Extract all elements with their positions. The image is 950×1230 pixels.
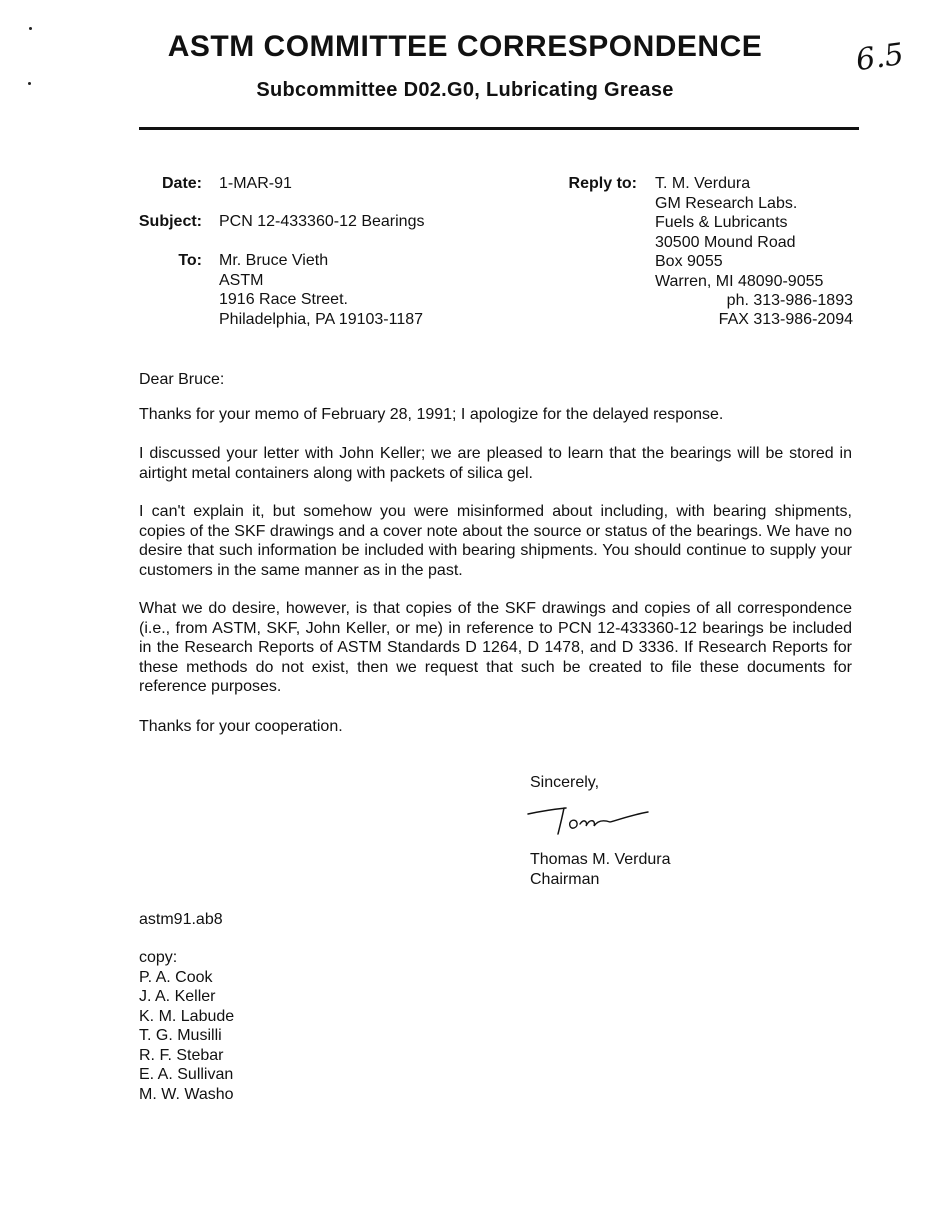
paragraph-1: Thanks for your memo of February 28, 1991; I apologize for the delayed response. — [139, 406, 724, 423]
document-subtitle: Subcommittee D02.G0, Lubricating Grease — [256, 79, 674, 101]
to-line: 1916 Race Street. — [219, 291, 348, 308]
reply-line: T. M. Verdura — [655, 175, 751, 192]
to-line: ASTM — [219, 271, 264, 289]
file-reference: astm91.ab8 — [139, 911, 223, 928]
to-line: Mr. Bruce Vieth — [219, 252, 329, 269]
reply-line: Box 9055 — [655, 253, 723, 270]
salutation: Dear Bruce: — [139, 371, 225, 388]
copy-recipient: K. M. Labude — [139, 1007, 235, 1025]
scan-speck — [28, 82, 31, 85]
to-line: Philadelphia, PA 19103-1187 — [219, 310, 424, 328]
copy-recipient: M. W. Washo — [139, 1085, 234, 1103]
reply-to-address — [655, 174, 823, 291]
paragraph-4: What we do desire, however, is that copies of the SKF drawings and copies of all correspondence (i.e., from ASTM, SKF, John Keller, or me) in reference to PCN 12-433360-12 bearings be included in the Research Reports of ASTM Standards D 1264, D 1478, and D 3336. If Research Reports for these methods do not exist, then we request that such be created to file these documents for reference purposes. — [139, 600, 852, 695]
to-label: To: — [178, 252, 202, 269]
signer-title: Chairman — [530, 871, 600, 888]
signer-name: Thomas M. Verdura — [530, 851, 671, 868]
fax-number: FAX 313-986-2094 — [718, 311, 853, 328]
to-address — [219, 251, 423, 329]
reply-line: 30500 Mound Road — [655, 233, 796, 251]
paragraph-5: Thanks for your cooperation. — [139, 718, 343, 735]
handwritten-number: 6.5 — [853, 36, 906, 79]
copy-recipient: E. A. Sullivan — [139, 1066, 234, 1083]
copy-list — [139, 948, 234, 1104]
copy-label: copy: — [139, 949, 178, 966]
date-value: 1-MAR-91 — [219, 175, 292, 192]
document-title: ASTM COMMITTEE CORRESPONDENCE — [167, 30, 763, 63]
subject-value: PCN 12-433360-12 Bearings — [219, 213, 425, 230]
reply-line: Warren, MI 48090-9055 — [655, 272, 824, 290]
header-divider — [139, 127, 859, 130]
valediction: Sincerely, — [530, 774, 600, 791]
reply-line: Fuels & Lubricants — [655, 214, 788, 231]
copy-recipient: R. F. Stebar — [139, 1046, 224, 1064]
copy-recipient: J. A. Keller — [139, 988, 216, 1005]
scan-speck — [29, 27, 32, 30]
phone-number: ph. 313-986-1893 — [726, 292, 853, 309]
date-label: Date: — [161, 175, 202, 192]
paragraph-3: I can't explain it, but somehow you were misinformed about including, with bearing shipments, copies of the SKF drawings and a cover note about the source or status of the bearings. We have no desire that such information be included with bearing shipments. You should continue to supply your customers in the same manner as in the past. — [139, 503, 852, 579]
reply-to-label: Reply to: — [568, 175, 637, 192]
reply-line: GM Research Labs. — [655, 194, 798, 212]
signature — [524, 800, 654, 845]
copy-recipient: P. A. Cook — [139, 968, 213, 986]
paragraph-2: I discussed your letter with John Keller; we are pleased to learn that the bearings will be stored in airtight metal containers along with packets of silica gel. — [139, 445, 852, 482]
subject-label: Subject: — [138, 213, 202, 230]
copy-recipient: T. G. Musilli — [139, 1027, 222, 1044]
